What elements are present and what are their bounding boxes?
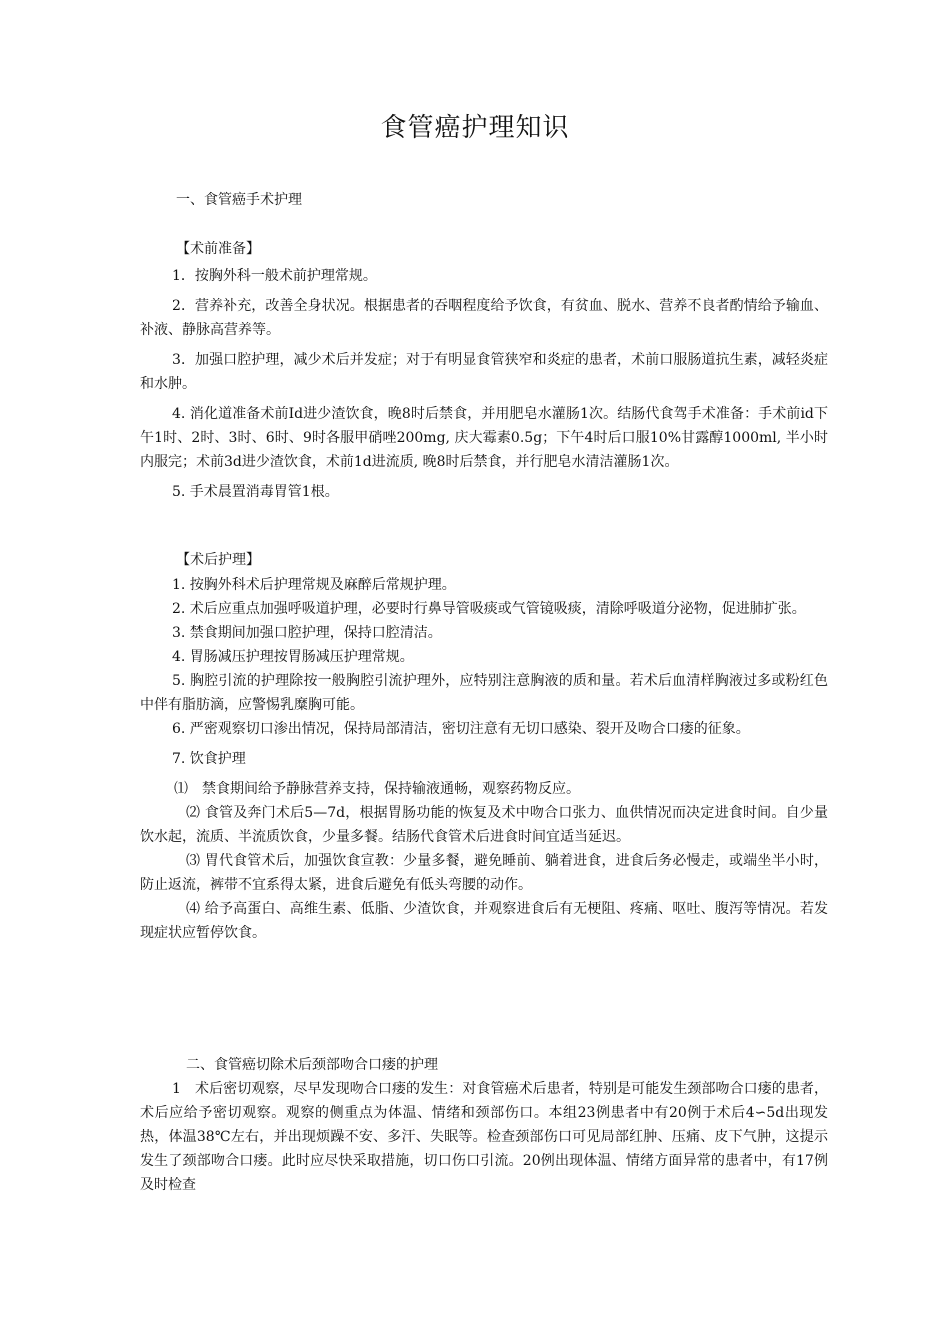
document-title: 食管癌护理知识 — [380, 113, 570, 143]
preop-item-5: 5. 手术晨置消毒胃管1根。 — [172, 484, 339, 500]
section1-heading: 一、食管癌手术护理 — [176, 192, 302, 208]
section2-heading: 二、食管癌切除术后颈部吻合口瘘的护理 — [186, 1057, 438, 1073]
postop-item-7: 7. 饮食护理 — [172, 751, 246, 767]
preop-item-3: 3．加强口腔护理，减少术后并发症；对于有明显食管狭窄和炎症的患者，术前口服肠道抗生素，减轻炎症和水肿。 — [140, 352, 828, 392]
preop-heading: 【术前准备】 — [176, 241, 260, 257]
diet-item-1: ⑴ 禁食期间给予静脉营养支持，保持输液通畅，观察药物反应。 — [174, 781, 580, 797]
postop-item-1: 1. 按胸外科术后护理常规及麻醉后常规护理。 — [172, 577, 456, 593]
postop-item-3: 3. 禁食期间加强口腔护理，保持口腔清洁。 — [172, 625, 442, 641]
postop-item-6: 6. 严密观察切口渗出情况，保持局部清洁，密切注意有无切口感染、裂开及吻合口瘘的征象。 — [172, 721, 750, 737]
section2-paragraph: 1 术后密切观察，尽早发现吻合口瘘的发生：对食管癌术后患者，特别是可能发生颈部吻合口瘘的患者，术后应给予密切观察。观察的侧重点为体温、情绪和颈部伤口。本组23例患者中有20例于术后4∽5d出现发热，体温38℃左右，并出现烦躁不安、多汗、失眠等。检查颈部伤口可见局部红肿、压痛、皮下气肿，这提示发生了颈部吻合口瘘。此时应尽快采取措施，切口伤口引流。20例出现体温、情绪方面异常的患者中，有17例及时检查 — [140, 1081, 828, 1193]
postop-heading: 【术后护理】 — [176, 552, 260, 568]
postop-list — [140, 573, 828, 945]
diet-item-2: ⑵ 食管及奔门术后5—7d，根据胃肠功能的恢复及术中吻合口张力、血供情况而决定进食时间。自少量饮水起，流质、半流质饮食，少量多餐。结肠代食管术后进食时间宜适当延迟。 — [140, 805, 828, 845]
diet-item-4: ⑷ 给予高蛋白、高维生素、低脂、少渣饮食，并观察进食后有无梗阻、疼痛、呕吐、腹泻等情况。若发现症状应暂停饮食。 — [140, 901, 828, 941]
preop-item-1: 1．按胸外科一般术前护理常规。 — [172, 268, 377, 284]
preop-list — [140, 264, 828, 504]
postop-item-2: 2. 术后应重点加强呼吸道护理，必要时行鼻导管吸痰或气管镜吸痰，清除呼吸道分泌物，促进肺扩张。 — [172, 601, 806, 617]
preop-item-2: 2．营养补充，改善全身状况。根据患者的吞咽程度给予饮食，有贫血、脱水、营养不良者酌情给予输血、补液、静脉高营养等。 — [140, 298, 828, 338]
preop-item-4: 4. 消化道准备术前Id进少渣饮食，晚8时后禁食，并用肥皂水灌肠1次。结肠代食驾手术准备：手术前id下午1时、2时、3时、6时、9时各服甲硝唑200mg, 庆大霉素0.5g；下午4时后口服10%甘露醇1000ml, 半小时内服完；术前3d进少渣饮食，术前1d进流质, 晚8时后禁食，并行肥皂水清洁灌肠1次。 — [140, 406, 828, 470]
diet-item-3: ⑶ 胃代食管术后，加强饮食宣教：少量多餐，避免睡前、躺着进食，进食后务必慢走，或端坐半小时，防止返流，裤带不宜系得太紧，进食后避免有低头弯腰的动作。 — [140, 853, 828, 893]
section2-body — [140, 1077, 828, 1197]
postop-item-4: 4. 胃肠减压护理按胃肠减压护理常规。 — [172, 649, 414, 665]
postop-item-5: 5. 胸腔引流的护理除按一般胸腔引流护理外，应特别注意胸液的质和量。若术后血清样胸液过多或粉红色中伴有脂肪滴，应警惕乳糜胸可能。 — [140, 673, 828, 713]
